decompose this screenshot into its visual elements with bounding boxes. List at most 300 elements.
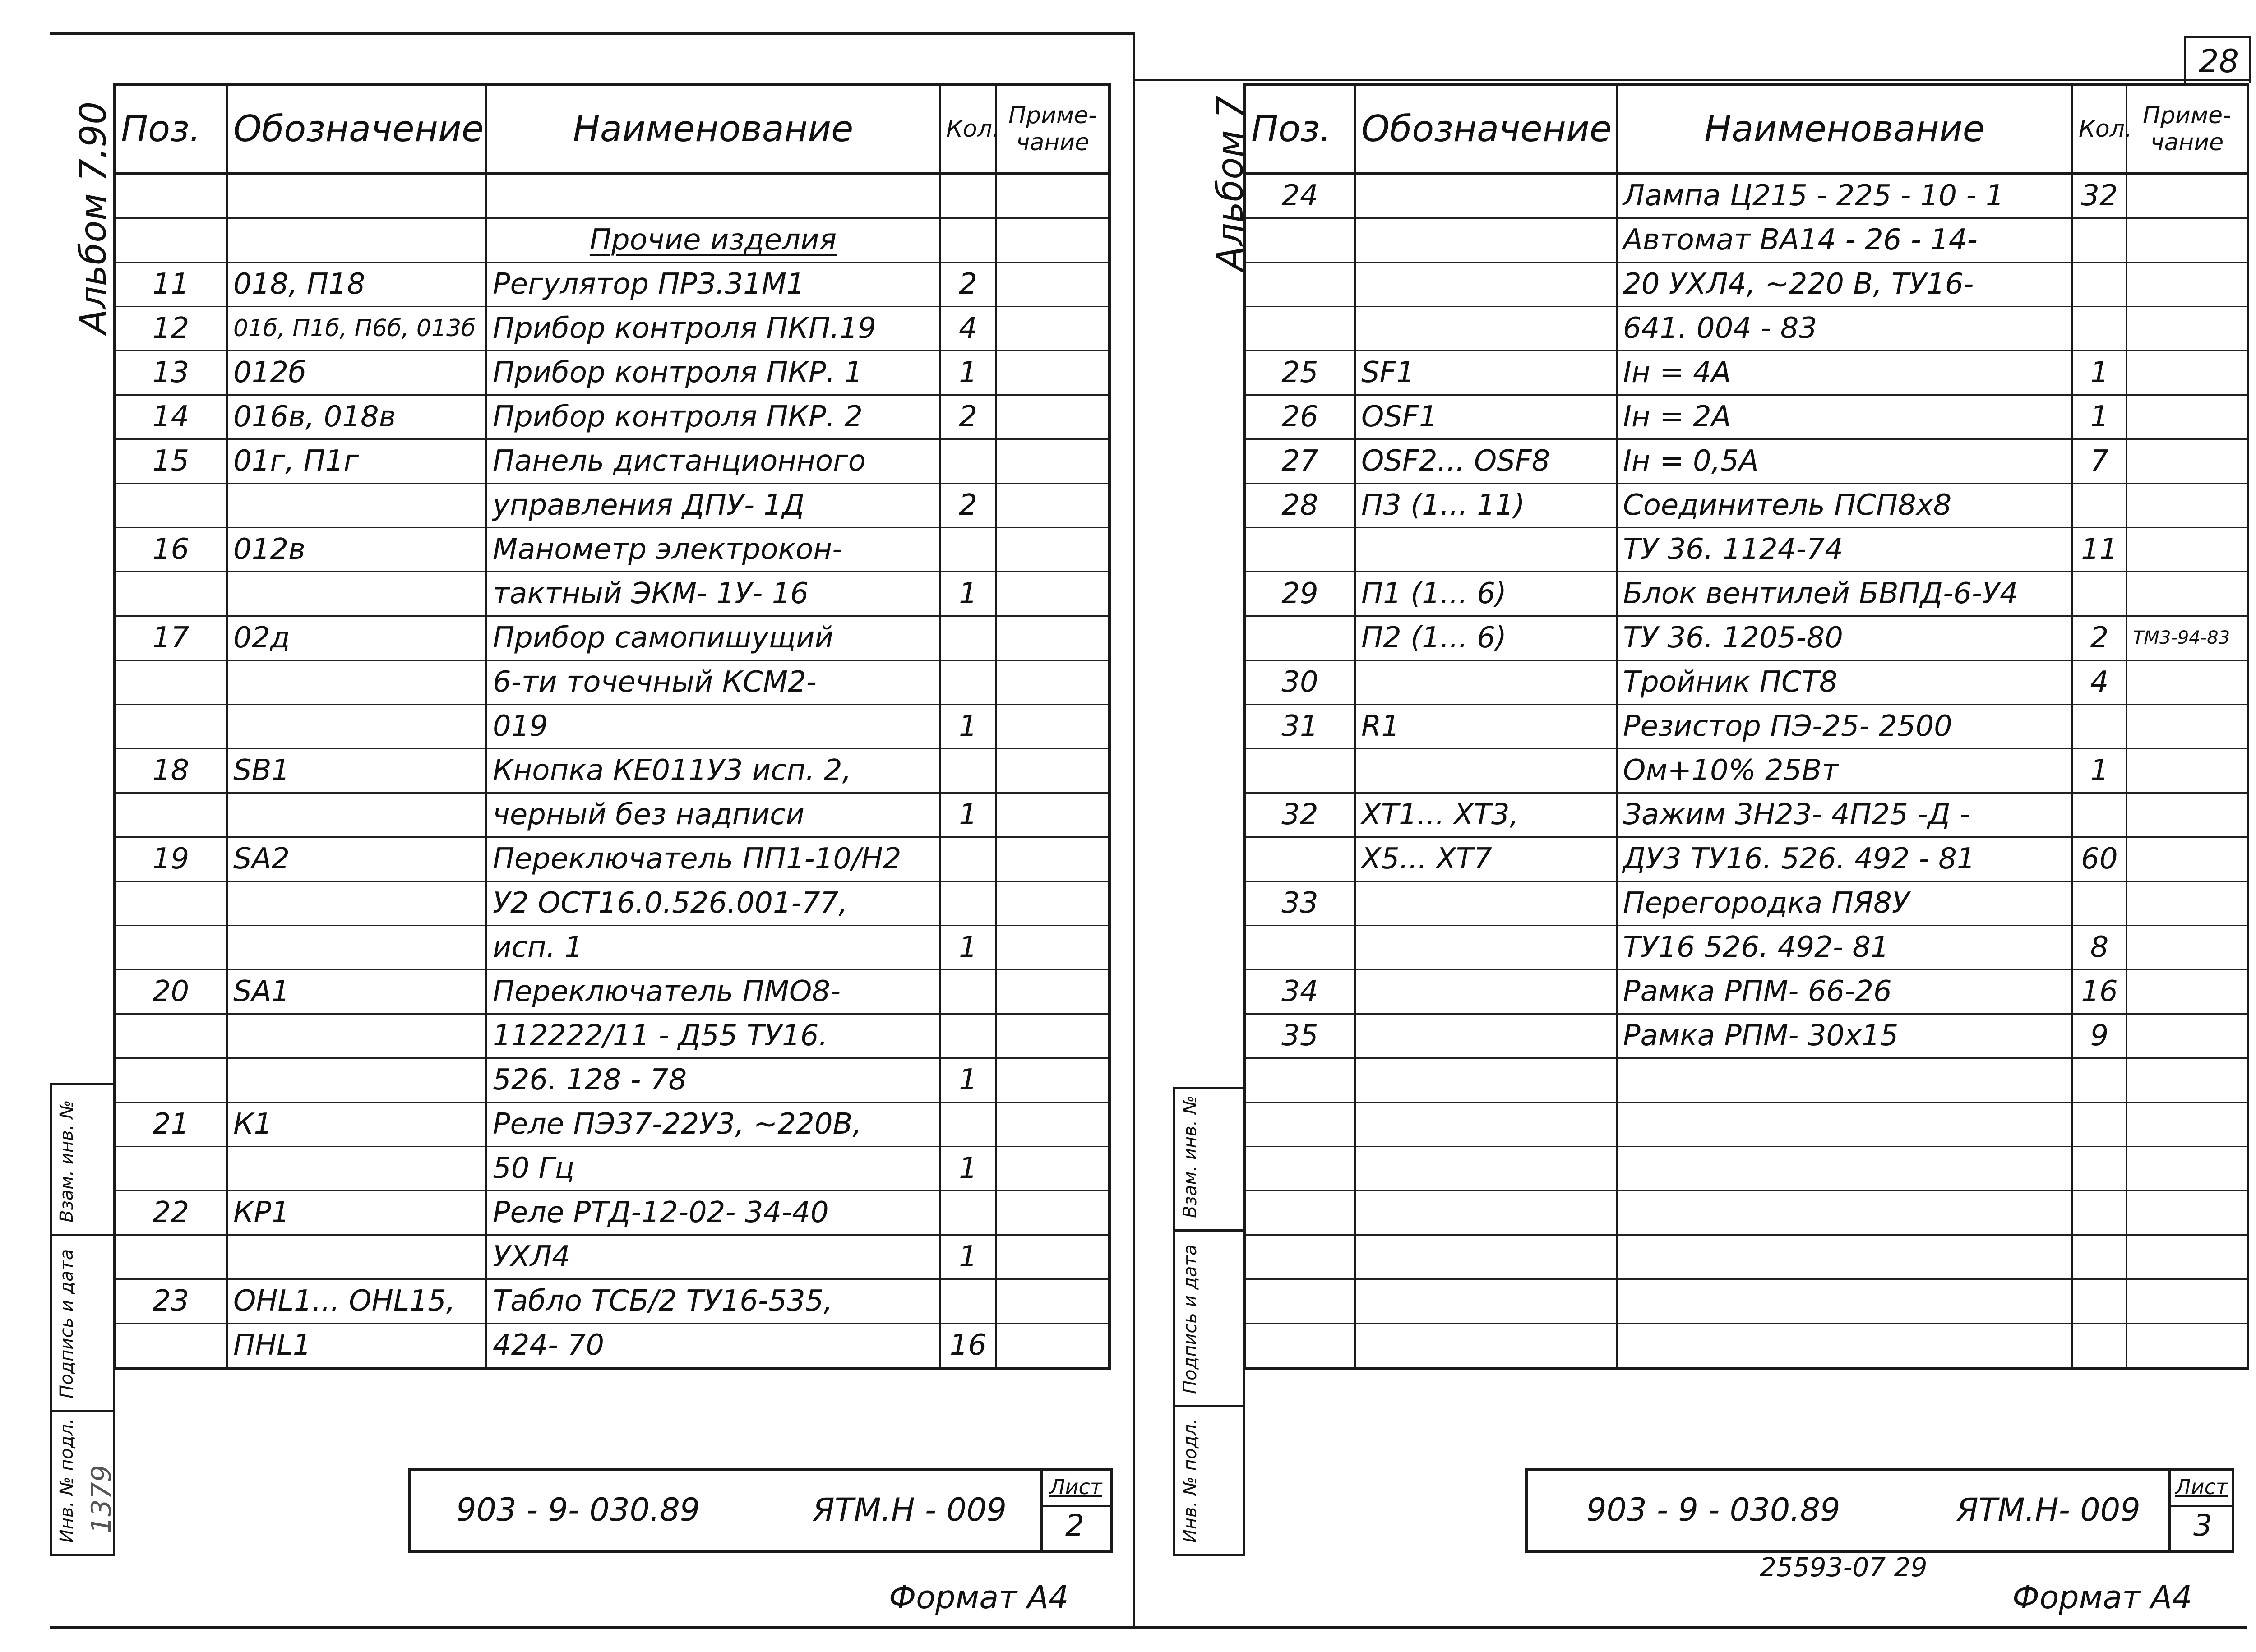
left-inv-handwritten: 1379 [86, 1465, 117, 1534]
table-row [114, 1147, 1110, 1191]
row-pos: 14 [114, 395, 227, 439]
row-qty [940, 837, 996, 881]
table-row [1244, 793, 2248, 837]
table-row [1244, 307, 2248, 351]
row-qty: 9 [2072, 1014, 2127, 1058]
row-qty: 4 [2072, 660, 2127, 705]
table-row [1244, 1058, 2248, 1103]
row-qty [2072, 1058, 2127, 1103]
row-designation: 01б, П1б, П6б, 013б [227, 307, 486, 351]
row-note [996, 351, 1110, 395]
row-designation [1355, 1324, 1617, 1369]
table-row [114, 837, 1110, 881]
row-name: Прибор самопишущий [486, 616, 940, 660]
row-pos [114, 1324, 227, 1369]
row-pos [114, 660, 227, 705]
table-row [1244, 484, 2248, 528]
row-pos: 16 [114, 528, 227, 572]
row-name: Резистор ПЭ-25- 2500 [1617, 705, 2072, 749]
right-format: Формат А4 [2012, 1579, 2192, 1616]
row-pos [1244, 1279, 1355, 1324]
table-row [1244, 1235, 2248, 1279]
right-sheet-number: 3 [2193, 1508, 2212, 1543]
row-pos [1244, 1147, 1355, 1191]
row-designation: 02д [227, 616, 486, 660]
row-name: Кнопка КЕ011У3 исп. 2, [486, 749, 940, 793]
row-pos: 34 [1244, 970, 1355, 1014]
row-name: Тройник ПСТ8 [1617, 660, 2072, 705]
header-qty: Кол. [940, 85, 996, 173]
table-row [114, 307, 1110, 351]
row-designation: П2 (1... 6) [1355, 616, 1617, 660]
row-name [1617, 1235, 2072, 1279]
row-designation: П3 (1... 11) [1355, 484, 1617, 528]
table-row [114, 1014, 1110, 1058]
row-designation: SB1 [227, 749, 486, 793]
row-name: Автомат ВА14 - 26 - 14- [1617, 218, 2072, 263]
row-note [2127, 307, 2248, 351]
row-designation [1355, 307, 1617, 351]
row-name: Манометр электрокон- [486, 528, 940, 572]
row-name: Iн = 4А [1617, 351, 2072, 395]
right-album-label: Альбом 7 [1209, 96, 1251, 271]
table-row [114, 1235, 1110, 1279]
right-sheet-label: Лист [2175, 1475, 2228, 1499]
row-pos [114, 1147, 227, 1191]
row-note [2127, 572, 2248, 616]
row-pos: 30 [1244, 660, 1355, 705]
right-stamp-inv: Инв. № подл. [1180, 1418, 1201, 1543]
table-row [1244, 1103, 2248, 1147]
row-name: Соединитель ПСП8х8 [1617, 484, 2072, 528]
row-pos [1244, 749, 1355, 793]
row-designation [1355, 660, 1617, 705]
row-pos: 19 [114, 837, 227, 881]
row-name: 019 [486, 705, 940, 749]
row-name: Прибор контроля ПКР. 1 [486, 351, 940, 395]
row-name [486, 218, 940, 263]
row-qty [2072, 1147, 2127, 1191]
row-name: Рамка РПМ- 66-26 [1617, 970, 2072, 1014]
row-note [2127, 970, 2248, 1014]
row-pos [1244, 1235, 1355, 1279]
row-pos: 12 [114, 307, 227, 351]
row-note [996, 572, 1110, 616]
row-designation [1355, 1191, 1617, 1235]
table-row [1244, 173, 2248, 218]
row-name: черный без надписи [486, 793, 940, 837]
right-header-row [1244, 85, 2248, 173]
row-designation [227, 705, 486, 749]
row-qty [2072, 1235, 2127, 1279]
row-note [996, 616, 1110, 660]
row-designation [227, 1147, 486, 1191]
row-pos [114, 572, 227, 616]
row-note [2127, 749, 2248, 793]
table-row [114, 173, 1110, 218]
table-row [114, 572, 1110, 616]
row-pos [114, 1235, 227, 1279]
row-note [2127, 1279, 2248, 1324]
row-pos [1244, 528, 1355, 572]
table-row [114, 881, 1110, 926]
row-name: ДУ3 ТУ16. 526. 492 - 81 [1617, 837, 2072, 881]
row-name: Iн = 2А [1617, 395, 2072, 439]
right-title-block [1525, 1468, 2234, 1553]
row-designation: 01г, П1г [227, 439, 486, 484]
right-top-border [1133, 79, 2251, 81]
table-row [1244, 970, 2248, 1014]
row-name: тактный ЭКМ- 1У- 16 [486, 572, 940, 616]
row-qty [940, 1279, 996, 1324]
left-stamp-podpis: Подпись и дата [56, 1249, 77, 1398]
row-designation: ПНL1 [227, 1324, 486, 1369]
row-pos [1244, 1103, 1355, 1147]
table-row [1244, 1014, 2248, 1058]
table-row [114, 351, 1110, 395]
left-title-block [408, 1468, 1113, 1553]
row-qty: 2 [940, 263, 996, 307]
row-note [2127, 881, 2248, 926]
row-note [2127, 705, 2248, 749]
row-name: 20 УХЛ4, ~220 В, ТУ16- [1617, 263, 2072, 307]
row-designation [227, 1014, 486, 1058]
row-note [2127, 528, 2248, 572]
table-row [1244, 1191, 2248, 1235]
row-note [2127, 1191, 2248, 1235]
row-qty [940, 749, 996, 793]
row-qty: 16 [2072, 970, 2127, 1014]
table-row [1244, 881, 2248, 926]
left-album-label: Альбом 7.90 [72, 101, 114, 334]
row-note [996, 1279, 1110, 1324]
row-note [996, 263, 1110, 307]
row-qty [940, 218, 996, 263]
row-designation [227, 1058, 486, 1103]
row-name [1617, 1279, 2072, 1324]
row-designation: ХТ1... ХТ3, [1355, 793, 1617, 837]
row-qty: 1 [2072, 395, 2127, 439]
row-designation: 012б [227, 351, 486, 395]
row-designation: П1 (1... 6) [1355, 572, 1617, 616]
row-pos [114, 793, 227, 837]
row-note [996, 660, 1110, 705]
left-header-row [114, 85, 1110, 173]
row-name [486, 173, 940, 218]
table-row [1244, 263, 2248, 307]
row-qty [940, 1014, 996, 1058]
table-row [1244, 1324, 2248, 1369]
table-row [1244, 616, 2248, 660]
row-pos: 11 [114, 263, 227, 307]
row-pos [114, 1058, 227, 1103]
row-note [996, 705, 1110, 749]
row-note [2127, 1014, 2248, 1058]
row-designation [1355, 1058, 1617, 1103]
row-designation [1355, 173, 1617, 218]
row-designation: ОНL1... ОНL15, [227, 1279, 486, 1324]
table-row [114, 926, 1110, 970]
row-name: У2 ОСТ16.0.526.001-77, [486, 881, 940, 926]
row-designation: OSF1 [1355, 395, 1617, 439]
table-row [1244, 439, 2248, 484]
row-pos: 33 [1244, 881, 1355, 926]
sheet-number: 28 [2199, 43, 2239, 80]
row-note [996, 793, 1110, 837]
row-designation [227, 484, 486, 528]
row-qty [2072, 1324, 2127, 1369]
row-designation: К1 [227, 1103, 486, 1147]
row-designation: OSF2... OSF8 [1355, 439, 1617, 484]
left-stamp-inv: Инв. № подл. [56, 1418, 77, 1543]
row-note [996, 881, 1110, 926]
row-qty [2072, 1103, 2127, 1147]
row-designation [227, 793, 486, 837]
row-name: ТУ16 526. 492- 81 [1617, 926, 2072, 970]
table-row [1244, 926, 2248, 970]
row-designation: 012в [227, 528, 486, 572]
row-designation [1355, 218, 1617, 263]
table-row [1244, 660, 2248, 705]
table-row [1244, 395, 2248, 439]
row-pos [1244, 263, 1355, 307]
row-pos: 18 [114, 749, 227, 793]
row-name: Переключатель ПП1-10/Н2 [486, 837, 940, 881]
row-qty [2072, 793, 2127, 837]
row-designation: 018, П18 [227, 263, 486, 307]
row-name: 6-ти точечный КСМ2- [486, 660, 940, 705]
left-format: Формат А4 [889, 1579, 1069, 1616]
right-stamp-vzam: Взам. инв. № [1180, 1095, 1201, 1218]
row-pos [114, 484, 227, 528]
row-note [2127, 1147, 2248, 1191]
row-name [1617, 1103, 2072, 1147]
row-qty: 1 [940, 1147, 996, 1191]
row-name: ТУ 36. 1205-80 [1617, 616, 2072, 660]
section-title: Прочие изделия [589, 223, 837, 257]
left-top-border [50, 32, 1133, 35]
row-note [996, 926, 1110, 970]
row-name [1617, 1324, 2072, 1369]
row-name: ТУ 36. 1124-74 [1617, 528, 2072, 572]
row-designation [227, 660, 486, 705]
row-pos [1244, 218, 1355, 263]
row-designation [1355, 926, 1617, 970]
row-note [996, 1058, 1110, 1103]
row-note [2127, 1235, 2248, 1279]
table-row [1244, 749, 2248, 793]
row-name: 424- 70 [486, 1324, 940, 1369]
row-qty: 1 [940, 572, 996, 616]
row-pos: 17 [114, 616, 227, 660]
row-qty [2072, 1191, 2127, 1235]
row-pos: 25 [1244, 351, 1355, 395]
row-pos [114, 173, 227, 218]
row-pos: 15 [114, 439, 227, 484]
header-name: Наименование [1617, 85, 2072, 173]
row-name: Перегородка ПЯ8У [1617, 881, 2072, 926]
left-sheet-label: Лист [1049, 1475, 1102, 1499]
row-name: Рамка РПМ- 30х15 [1617, 1014, 2072, 1058]
table-row [1244, 528, 2248, 572]
row-name: 526. 128 - 78 [486, 1058, 940, 1103]
row-pos [114, 926, 227, 970]
row-qty: 1 [940, 1235, 996, 1279]
row-name [1617, 1147, 2072, 1191]
row-qty: 2 [2072, 616, 2127, 660]
left-stamp-vzam: Взам. инв. № [56, 1100, 77, 1223]
row-qty [2072, 881, 2127, 926]
row-note [996, 1235, 1110, 1279]
row-designation [1355, 528, 1617, 572]
row-qty: 1 [940, 705, 996, 749]
row-note [996, 837, 1110, 881]
left-sheet-number: 2 [1065, 1508, 1084, 1543]
row-qty [940, 660, 996, 705]
page-divider [1133, 32, 1135, 1629]
row-qty [2072, 705, 2127, 749]
row-pos: 26 [1244, 395, 1355, 439]
row-qty [940, 970, 996, 1014]
row-note [996, 749, 1110, 793]
table-row [114, 1191, 1110, 1235]
table-row [114, 1058, 1110, 1103]
table-row [114, 616, 1110, 660]
row-name: Реле ПЭ37-22У3, ~220В, [486, 1103, 940, 1147]
header-name: Наименование [486, 85, 940, 173]
table-row [1244, 705, 2248, 749]
row-pos [1244, 837, 1355, 881]
row-designation: SA1 [227, 970, 486, 1014]
row-note [2127, 218, 2248, 263]
row-designation [1355, 749, 1617, 793]
row-pos: 22 [114, 1191, 227, 1235]
row-qty [940, 1191, 996, 1235]
row-qty: 2 [940, 395, 996, 439]
table-row [1244, 1147, 2248, 1191]
row-note [996, 1324, 1110, 1369]
row-designation [1355, 881, 1617, 926]
row-name [1617, 1058, 2072, 1103]
row-designation: R1 [1355, 705, 1617, 749]
row-note [2127, 837, 2248, 881]
table-row [114, 439, 1110, 484]
row-qty: 1 [940, 351, 996, 395]
table-row [1244, 837, 2248, 881]
table-row [1244, 351, 2248, 395]
row-qty [940, 173, 996, 218]
table-row [114, 218, 1110, 263]
row-qty: 2 [940, 484, 996, 528]
header-pos: Поз. [114, 85, 227, 173]
row-designation [227, 926, 486, 970]
row-designation [1355, 263, 1617, 307]
right-spec-table [1243, 83, 2249, 1370]
row-designation [227, 218, 486, 263]
row-qty: 1 [2072, 351, 2127, 395]
row-qty [2072, 572, 2127, 616]
row-qty [940, 528, 996, 572]
bottom-border [50, 1626, 2247, 1629]
row-pos: 32 [1244, 793, 1355, 837]
row-note [996, 970, 1110, 1014]
table-row [114, 705, 1110, 749]
table-row [114, 1103, 1110, 1147]
row-note [996, 395, 1110, 439]
table-row [114, 528, 1110, 572]
header-designation: Обозначение [1355, 85, 1617, 173]
row-designation [1355, 1103, 1617, 1147]
row-note [2127, 351, 2248, 395]
row-pos: 28 [1244, 484, 1355, 528]
row-qty: 4 [940, 307, 996, 351]
header-note: Приме-чание [996, 85, 1110, 173]
row-qty [2072, 218, 2127, 263]
row-designation: КР1 [227, 1191, 486, 1235]
row-note [2127, 1103, 2248, 1147]
row-designation [227, 173, 486, 218]
row-note [996, 218, 1110, 263]
row-note [996, 528, 1110, 572]
row-pos: 31 [1244, 705, 1355, 749]
sheet-number-box [2184, 36, 2251, 83]
row-note [2127, 793, 2248, 837]
row-designation: 016в, 018в [227, 395, 486, 439]
table-row [114, 1324, 1110, 1369]
row-note [996, 1014, 1110, 1058]
row-designation: SA2 [227, 837, 486, 881]
row-pos [114, 218, 227, 263]
row-name: Зажим 3Н23- 4П25 -Д - [1617, 793, 2072, 837]
row-note [996, 484, 1110, 528]
right-stamp-podpis: Подпись и дата [1180, 1244, 1201, 1394]
row-pos: 24 [1244, 173, 1355, 218]
table-row [1244, 218, 2248, 263]
row-name: Лампа Ц215 - 225 - 10 - 1 [1617, 173, 2072, 218]
table-row [1244, 1279, 2248, 1324]
row-designation [227, 572, 486, 616]
row-qty [2072, 263, 2127, 307]
header-designation: Обозначение [227, 85, 486, 173]
row-note [996, 439, 1110, 484]
row-designation [1355, 1235, 1617, 1279]
row-name: Переключатель ПМО8- [486, 970, 940, 1014]
row-designation [1355, 1147, 1617, 1191]
row-designation: Х5... ХТ7 [1355, 837, 1617, 881]
left-doc-code: 903 - 9- 030.89 [456, 1491, 700, 1528]
row-name: Прибор контроля ПКП.19 [486, 307, 940, 351]
row-name: 112222/11 - Д55 ТУ16. [486, 1014, 940, 1058]
row-qty: 11 [2072, 528, 2127, 572]
row-qty [2072, 484, 2127, 528]
row-name: исп. 1 [486, 926, 940, 970]
row-qty: 7 [2072, 439, 2127, 484]
row-pos [1244, 926, 1355, 970]
row-name: Блок вентилей БВПД-6-У4 [1617, 572, 2072, 616]
row-qty: 8 [2072, 926, 2127, 970]
row-name: Регулятор ПРЗ.31М1 [486, 263, 940, 307]
row-name: 50 Гц [486, 1147, 940, 1191]
table-row [114, 395, 1110, 439]
row-note [2127, 1058, 2248, 1103]
row-name: 641. 004 - 83 [1617, 307, 2072, 351]
row-designation: SF1 [1355, 351, 1617, 395]
header-pos: Поз. [1244, 85, 1355, 173]
row-note [2127, 439, 2248, 484]
row-designation [1355, 970, 1617, 1014]
row-note [996, 173, 1110, 218]
row-name: Iн = 0,5А [1617, 439, 2072, 484]
